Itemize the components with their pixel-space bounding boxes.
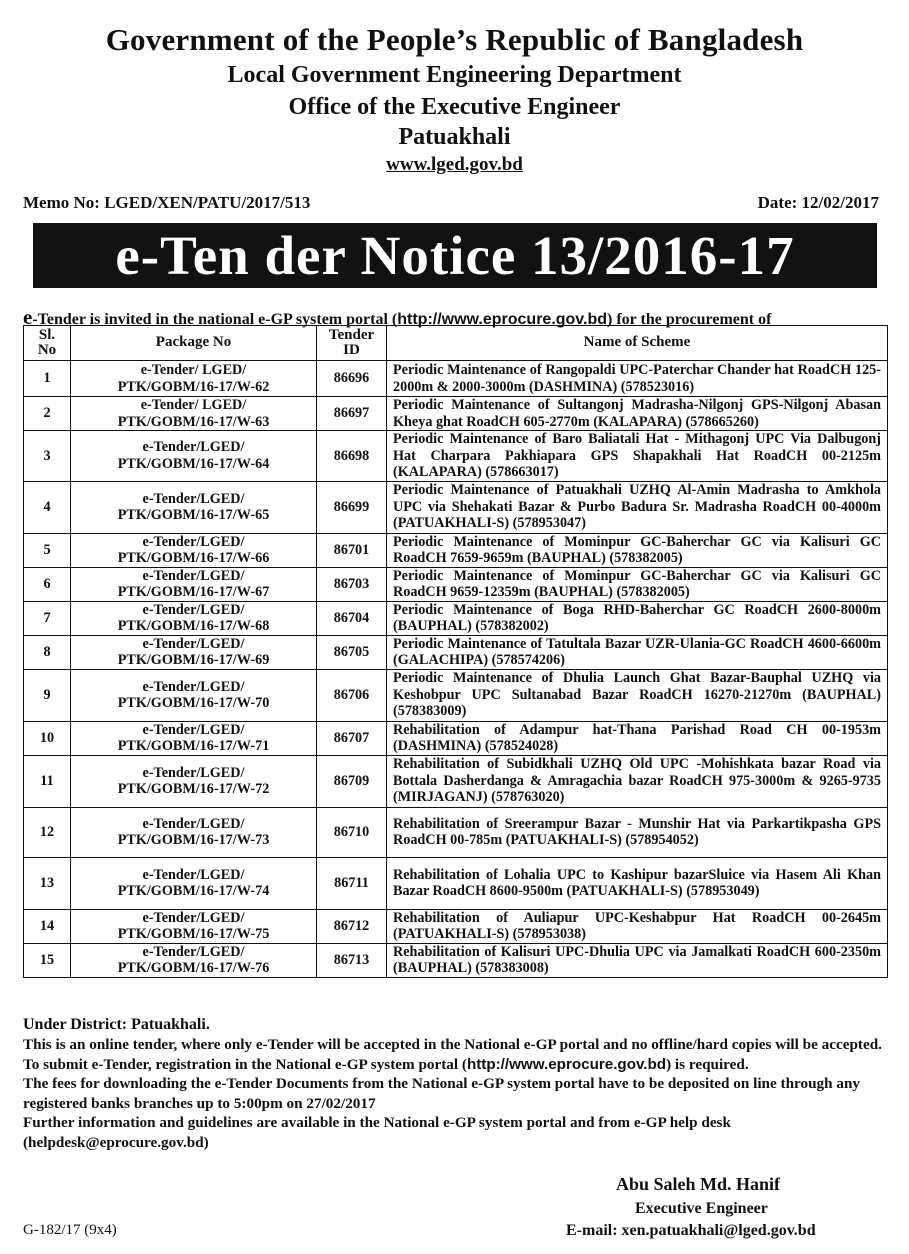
row-tender-id: 86706 [317, 669, 387, 721]
header-package: Package No [71, 326, 317, 361]
footer-notes [23, 1035, 891, 1152]
row-scheme-name: Rehabilitation of Adampur hat-Thana Parishad Road CH 00-1953m (DASHMINA) (578524028) [387, 721, 888, 755]
row-tender-id: 86707 [317, 721, 387, 755]
package-line-1: e-Tender/LGED/ [142, 815, 245, 832]
row-scheme-name: Rehabilitation of Sreerampur Bazar - Munshir Hat via Parkartikpasha GPS RoadCH 00-785m (PATUAKHALI-S) (578954052) [387, 807, 888, 857]
package-line-1: e-Tender/LGED/ [142, 635, 245, 652]
row-tender-id: 86710 [317, 807, 387, 857]
table-row [24, 721, 888, 755]
row-scheme-name: Periodic Maintenance of Sultangonj Madrasha-Nilgonj GPS-Nilgonj Abasan Kheya ghat RoadCH 605-2770m (KALAPARA) (578665260) [387, 397, 888, 431]
row-package [71, 755, 317, 807]
row-scheme-name: Periodic Maintenance of Dhulia Launch Ghat Bazar-Bauphal UZHQ via Keshobpur UPC Sultanabad Bazar RoadCH 16270-21270m (BAUPHAL) (578383009) [387, 669, 888, 721]
package-line-2: PTK/GOBM/16-17/W-76 [117, 960, 270, 976]
table-row [24, 397, 888, 431]
row-tender-id: 86705 [317, 635, 387, 669]
row-sl: 10 [24, 721, 71, 755]
row-tender-id: 86696 [317, 361, 387, 397]
row-sl: 1 [24, 361, 71, 397]
row-sl: 6 [24, 567, 71, 601]
package-line-1: e-Tender/LGED/ [142, 721, 245, 738]
under-district: Under District: Patuakhali. [23, 1016, 210, 1033]
row-package [71, 857, 317, 909]
row-package [71, 481, 317, 533]
row-scheme-name: Periodic Maintenance of Mominpur GC-Baherchar GC via Kalisuri GC RoadCH 7659-9659m (BAUPHAL) (578382005) [387, 533, 888, 567]
package-line-2: PTK/GOBM/16-17/W-71 [117, 738, 270, 754]
row-scheme-name: Rehabilitation of Lohalia UPC to Kashipur bazarSluice via Hasem Ali Khan Bazar RoadCH 8600-9500m (PATUAKHALI-S) (578953049) [387, 857, 888, 909]
signatory-title: Executive Engineer [635, 1200, 768, 1217]
header-tender-id: Tender ID [317, 326, 387, 361]
row-tender-id: 86703 [317, 567, 387, 601]
row-package [71, 533, 317, 567]
package-line-2: PTK/GOBM/16-17/W-73 [117, 832, 270, 848]
row-package [71, 431, 317, 482]
row-tender-id: 86711 [317, 857, 387, 909]
row-sl: 7 [24, 601, 71, 635]
row-scheme-name: Rehabilitation of Auliapur UPC-Keshabpur Hat RoadCH 00-2645m (PATUAKHALI-S) (578953038) [387, 909, 888, 943]
row-sl: 9 [24, 669, 71, 721]
row-package [71, 635, 317, 669]
header-scheme: Name of Scheme [387, 326, 888, 361]
intro-url[interactable]: http://www.eprocure.gov.bd [397, 311, 608, 328]
submit-url[interactable]: http://www.eprocure.gov.bd [466, 1055, 667, 1073]
row-scheme-name: Periodic Maintenance of Boga RHD-Baherchar GC RoadCH 2600-8000m (BAUPHAL) (578382002) [387, 601, 888, 635]
package-line-1: e-Tender/LGED/ [142, 943, 245, 960]
row-tender-id: 86701 [317, 533, 387, 567]
row-sl: 4 [24, 481, 71, 533]
row-package [71, 807, 317, 857]
row-package [71, 669, 317, 721]
row-package [71, 397, 317, 431]
package-line-2: PTK/GOBM/16-17/W-66 [117, 550, 270, 566]
row-sl: 8 [24, 635, 71, 669]
table-row [24, 909, 888, 943]
row-scheme-name: Periodic Maintenance of Tatultala Bazar UZR-Ulania-GC RoadCH 4600-6600m (GALACHIPA) (578574206) [387, 635, 888, 669]
row-package [71, 567, 317, 601]
row-package [71, 721, 317, 755]
package-line-2: PTK/GOBM/16-17/W-68 [117, 618, 270, 634]
table-body [24, 361, 888, 978]
notice-date: Date: 12/02/2017 [757, 193, 879, 212]
package-line-1: e-Tender/LGED/ [142, 764, 245, 781]
package-line-1: e-Tender/ LGED/ [140, 362, 247, 378]
package-line-1: e-Tender/LGED/ [142, 439, 245, 456]
table-row [24, 431, 888, 482]
table-row [24, 481, 888, 533]
package-line-2: PTK/GOBM/16-17/W-74 [117, 883, 270, 899]
package-line-1: e-Tender/LGED/ [142, 490, 245, 507]
package-line-1: e-Tender/LGED/ [142, 866, 245, 883]
tender-table [23, 325, 888, 978]
package-line-2: PTK/GOBM/16-17/W-75 [117, 926, 270, 942]
header-website[interactable] [0, 154, 909, 176]
table-row [24, 943, 888, 977]
table-row [24, 635, 888, 669]
header-sl: Sl. No [24, 326, 71, 361]
intro-text-b: ) for the procurement of [607, 311, 772, 328]
row-tender-id: 86698 [317, 431, 387, 482]
website-link[interactable]: www.lged.gov.bd [386, 154, 523, 175]
table-row [24, 533, 888, 567]
table-row [24, 567, 888, 601]
row-sl: 15 [24, 943, 71, 977]
row-sl: 3 [24, 431, 71, 482]
table-row [24, 755, 888, 807]
row-tender-id: 86712 [317, 909, 387, 943]
package-line-2: PTK/GOBM/16-17/W-65 [117, 507, 270, 523]
row-scheme-name: Periodic Maintenance of Baro Baliatali Hat - Mithagonj UPC Via Dalbugonj Hat Charpara Pakhiapara GPS Shapakhali Hat RoadCH 00-2125m (KALAPARA) (578663017) [387, 431, 888, 482]
row-package [71, 601, 317, 635]
package-line-2: PTK/GOBM/16-17/W-62 [117, 378, 270, 395]
intro-text-a: -Tender is invited in the national e-GP system portal ( [32, 311, 398, 328]
package-line-2: PTK/GOBM/16-17/W-72 [117, 781, 270, 797]
row-sl: 5 [24, 533, 71, 567]
table-row [24, 807, 888, 857]
row-tender-id: 86713 [317, 943, 387, 977]
signatory-name: Abu Saleh Md. Hanif [616, 1174, 781, 1194]
package-line-1: e-Tender/LGED/ [142, 567, 245, 584]
package-line-1: e-Tender/ LGED/ [140, 397, 247, 413]
submit-note [23, 1055, 891, 1075]
row-package [71, 361, 317, 397]
row-scheme-name: Periodic Maintenance of Patuakhali UZHQ Al-Amin Madrasha to Amkhola UPC via Shehakati Bazar & Purbo Badura Sr. Madrasha RoadCH 00-4000m (PATUAKHALI-S) (578953047) [387, 481, 888, 533]
package-line-2: PTK/GOBM/16-17/W-69 [117, 652, 270, 668]
publication-code: G-182/17 (9x4) [23, 1222, 117, 1238]
fees-note: The fees for downloading the e-Tender Documents from the National e-GP system portal have to be deposited on line through any registered banks branches up to 5:00pm on 27/02/2017 [23, 1075, 861, 1112]
memo-number: Memo No: LGED/XEN/PATU/2017/513 [23, 193, 311, 212]
package-line-2: PTK/GOBM/16-17/W-70 [117, 695, 270, 711]
header-office: Office of the Executive Engineer [288, 94, 621, 120]
top-cut-line [0, 0, 909, 6]
row-package [71, 943, 317, 977]
header-government: Government of the People’s Republic of Bangladesh [105, 22, 804, 57]
further-info-note: Further information and guidelines are available in the National e-GP system portal and from e-GP help desk (helpdesk@eprocure.gov.bd) [23, 1114, 731, 1151]
row-scheme-name: Rehabilitation of Subidkhali UZHQ Old UPC -Mohishkata bazar Road via Bottala Dasherdanga & Amragachia bazar RoadCH 975-3000m & 9265-9735 (MIRJAGANJ) (578763020) [387, 755, 888, 807]
row-scheme-name: Periodic Maintenance of Rangopaldi UPC-Paterchar Chander hat RoadCH 125-2000m & 2000-3000m (DASHMINA) (578523016) [387, 361, 888, 397]
package-line-2: PTK/GOBM/16-17/W-64 [117, 455, 270, 472]
package-line-1: e-Tender/LGED/ [142, 533, 245, 550]
package-line-2: PTK/GOBM/16-17/W-67 [117, 584, 270, 600]
intro-first-letter: e [23, 305, 33, 329]
package-line-1: e-Tender/LGED/ [142, 678, 245, 695]
row-tender-id: 86704 [317, 601, 387, 635]
row-scheme-name: Rehabilitation of Kalisuri UPC-Dhulia UPC via Jamalkati RoadCH 600-2350m (BAUPHAL) (578383008) [387, 943, 888, 977]
table-row [24, 857, 888, 909]
submit-text-b: ) is required. [666, 1055, 749, 1073]
table-row [24, 361, 888, 397]
package-line-2: PTK/GOBM/16-17/W-63 [117, 413, 270, 430]
row-tender-id: 86697 [317, 397, 387, 431]
signatory-email[interactable]: E-mail: xen.patuakhali@lged.gov.bd [566, 1222, 816, 1239]
row-tender-id: 86699 [317, 481, 387, 533]
row-sl: 14 [24, 909, 71, 943]
table-row [24, 601, 888, 635]
online-tender-note: This is an online tender, where only e-Tender will be accepted in the National e-GP portal and no offline/hard copies will be accepted. [23, 1036, 882, 1053]
row-tender-id: 86709 [317, 755, 387, 807]
package-line-1: e-Tender/LGED/ [142, 601, 245, 618]
header-department: Local Government Engineering Department [227, 62, 682, 88]
row-sl: 11 [24, 755, 71, 807]
package-line-1: e-Tender/LGED/ [142, 909, 245, 926]
row-sl: 2 [24, 397, 71, 431]
row-sl: 12 [24, 807, 71, 857]
table-header-row [24, 326, 888, 361]
row-package [71, 909, 317, 943]
header-district: Patuakhali [398, 124, 511, 150]
table-row [24, 669, 888, 721]
submit-text-a: To submit e-Tender, registration in the National e-GP system portal ( [23, 1055, 467, 1073]
row-scheme-name: Periodic Maintenance of Mominpur GC-Baherchar GC via Kalisuri GC RoadCH 9659-12359m (BAUPHAL) (578382005) [387, 567, 888, 601]
notice-banner: e-Ten der Notice 13/2016-17 [33, 223, 877, 288]
row-sl: 13 [24, 857, 71, 909]
